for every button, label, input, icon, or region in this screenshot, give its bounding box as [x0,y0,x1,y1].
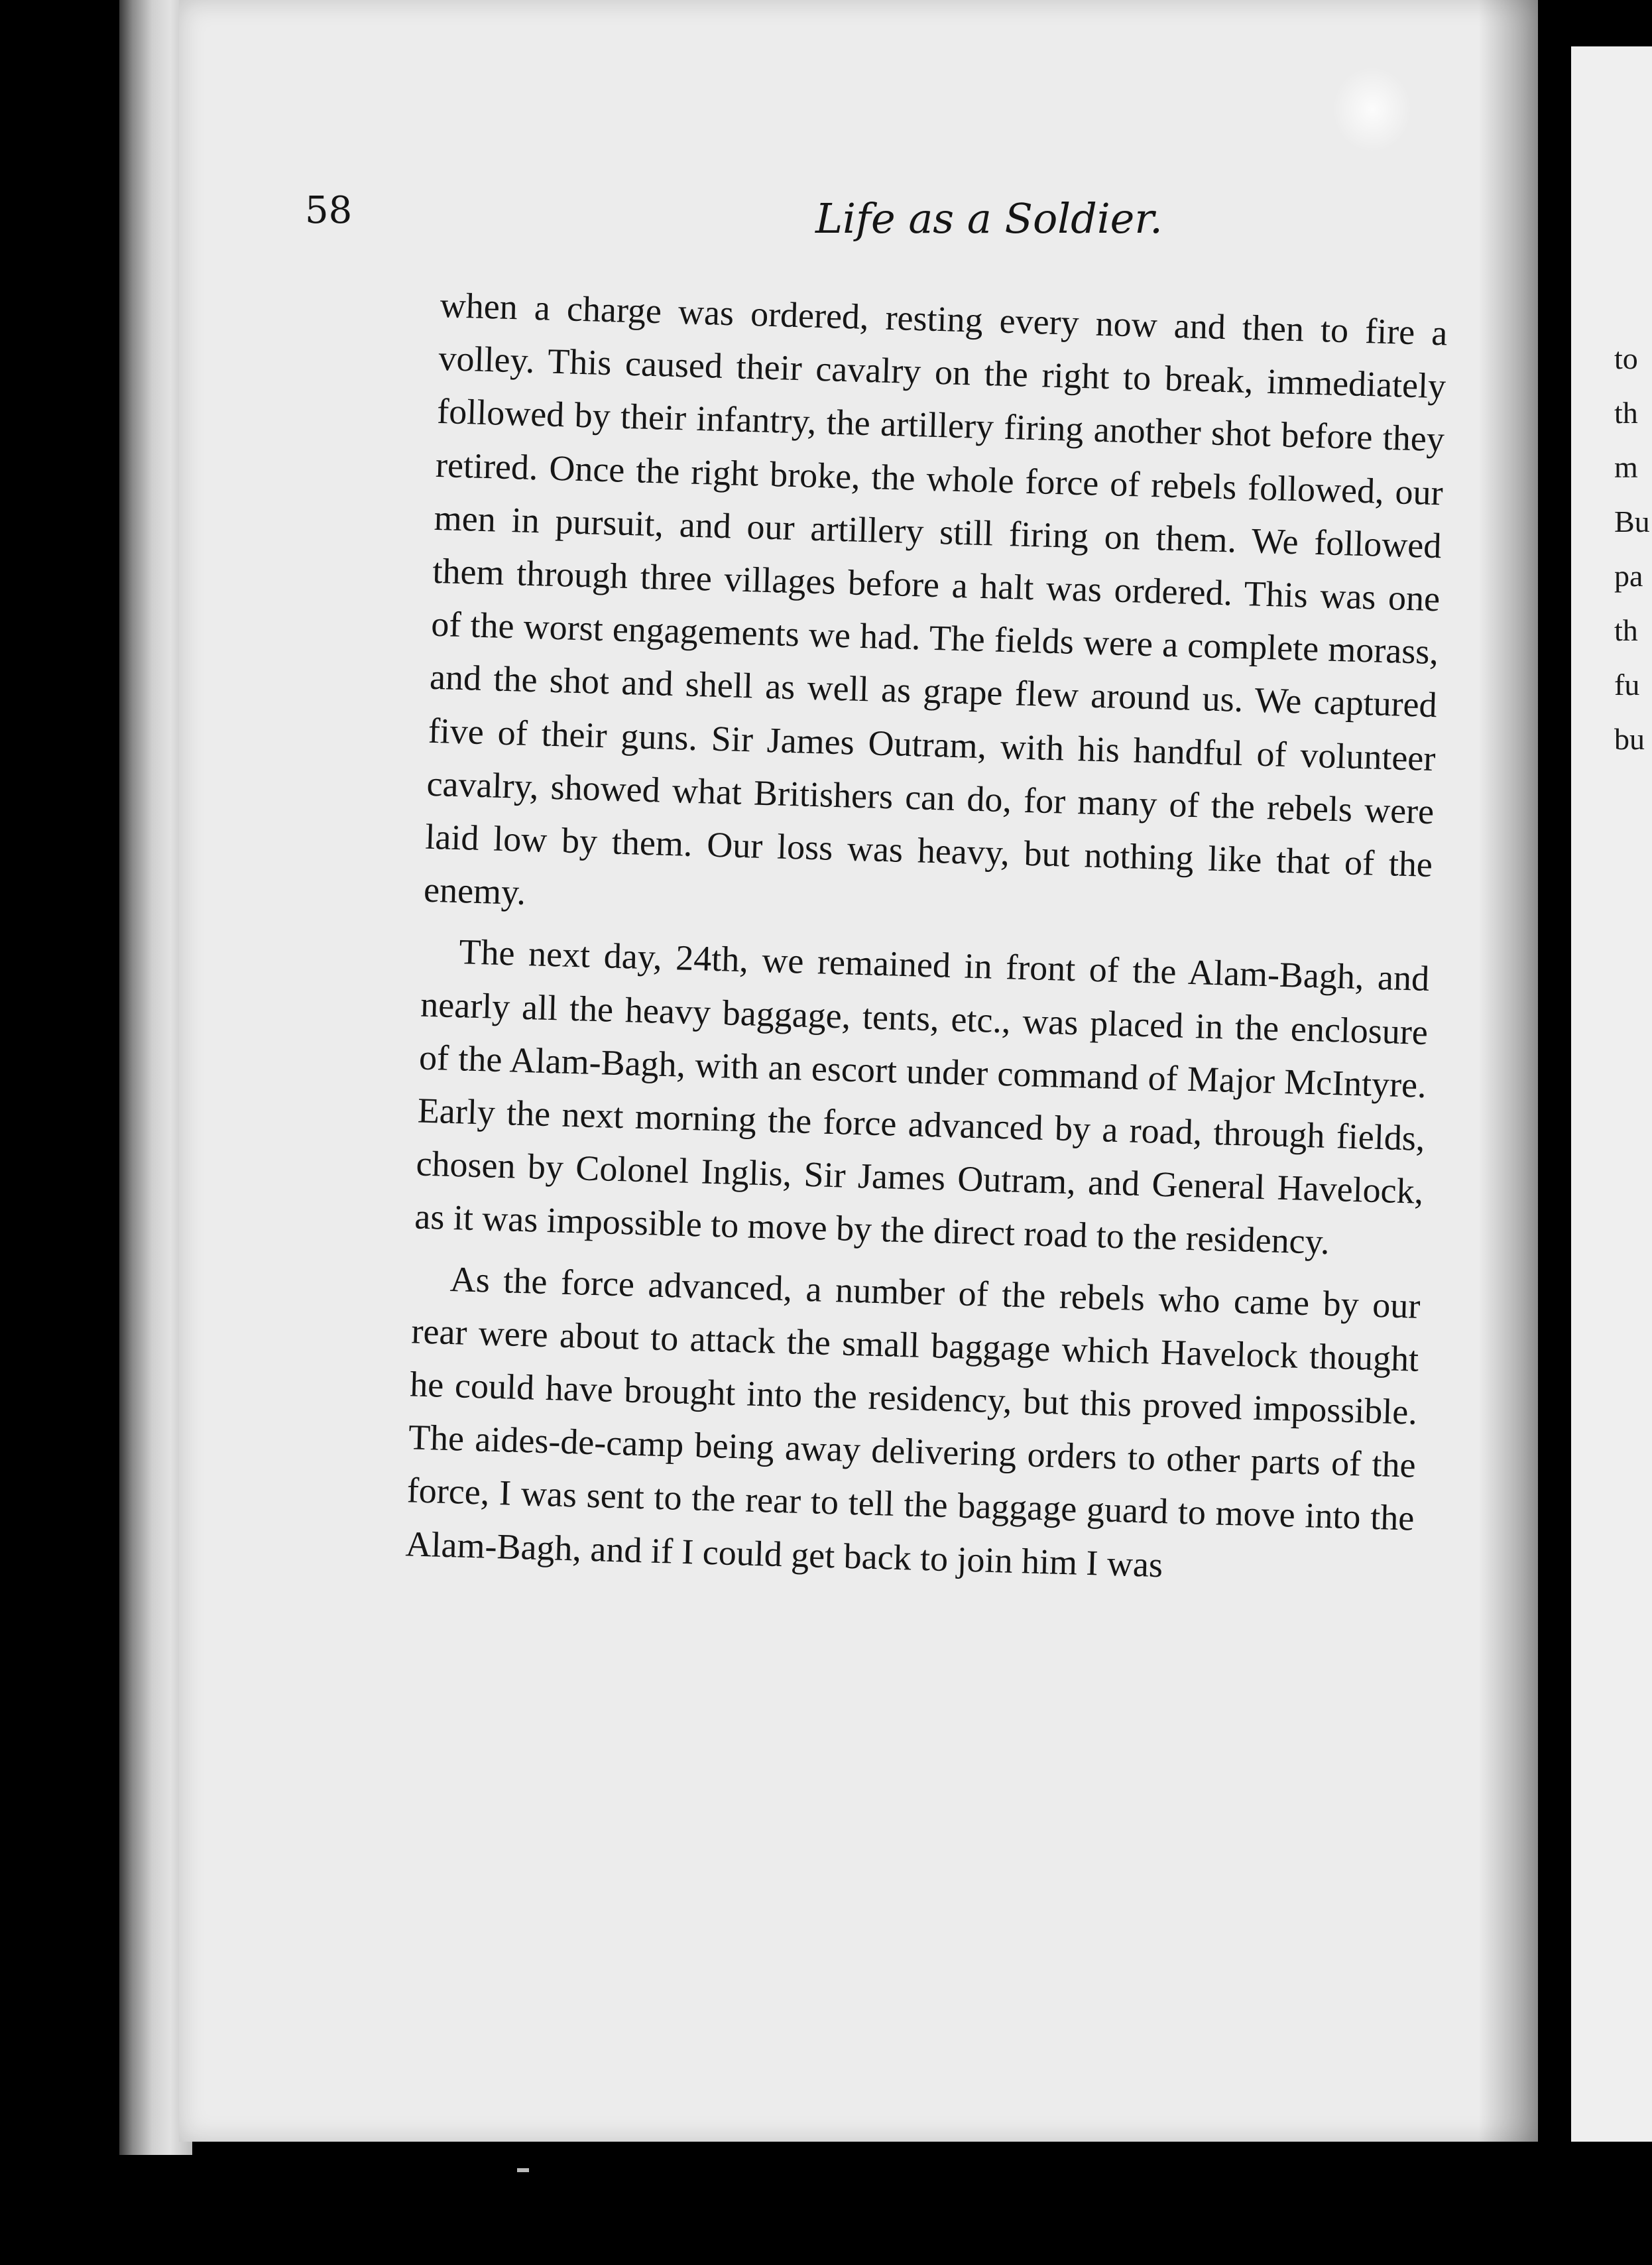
facing-line: Bu [1614,505,1650,538]
facing-line: m [1614,450,1638,484]
running-title: Life as a Soldier. [815,194,1163,243]
paragraph-1: when a charge was ordered, resting every now and then to fire a volley. This caused their cavalry on the right to break, immediately followed by their infantry, the artillery firing another shot before they retired. Once the right broke, the whole force of rebels followed, our men in pursuit, and our artillery still firing on them. We followed them through three villages before a halt was ordered. This was one of the worst engagements we had. The fields were a complete morass, and the shot and shell as well as grape flew around us. We captured five of their guns. Sir James Outram, with his handful of volunteer cavalry, showed what Britishers can do, for many of the rebels were laid low by them. Our loss was heavy, but nothing like that of the enemy. [423,284,1448,913]
facing-line: to [1614,341,1638,375]
facing-line: fu [1614,668,1640,702]
paragraph-2: The next day, 24th, we remained in front of the Alam-Bagh, and nearly all the heavy baggage, tents, etc., was placed in the enclosure of the Alam-Bagh, with an escort under command of Major McIntyre. Early the next morning the force advanced by a road, through fields, chosen by Colonel Inglis, Sir James Outram, and General Havelock, as it was impossible to move by the direct road to the residency. [414,932,1430,1262]
page-header [305,182,1207,262]
facing-line: pa [1614,559,1643,593]
paper-smudge [1332,66,1412,153]
facing-line: th [1614,396,1638,430]
scan-mark [517,2168,529,2172]
page-number: 58 [305,189,353,232]
facing-page-text [1614,332,1652,766]
facing-line: bu [1614,722,1645,756]
paragraph-3: As the force advanced, a number of the rebels who came by our rear were about to attack the small baggage which Havelock thought he could have brought into the residency, but this proved impossible. The aides-de-camp being away delivering orders to other parts of the force, I was sent to the rear to tell the baggage guard to move into the Alam-Bagh, and if I could get back to join him I was [404,1258,1421,1585]
facing-line: th [1614,613,1638,647]
page-gutter-shadow [1478,0,1538,2142]
body-text [405,278,1448,1599]
